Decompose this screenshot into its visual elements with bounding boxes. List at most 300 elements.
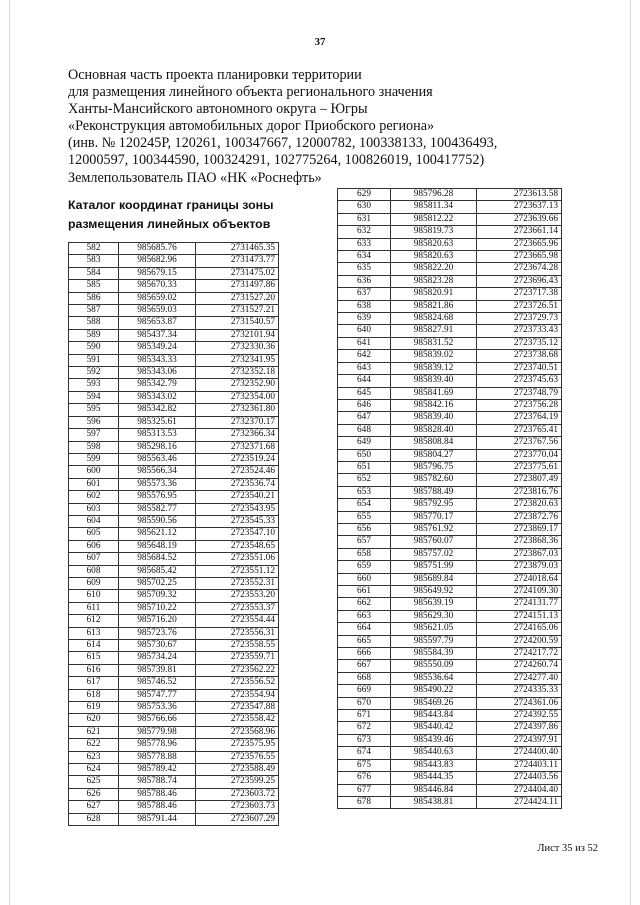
table-row (69, 764, 279, 776)
point-number-cell: 643 (338, 362, 391, 374)
point-number-cell: 678 (338, 796, 391, 808)
x-coordinate-cell: 985313.53 (119, 429, 196, 441)
x-coordinate-cell: 985443.83 (391, 759, 477, 771)
point-number-cell: 595 (69, 404, 119, 416)
point-number-cell: 610 (69, 590, 119, 602)
table-row (338, 772, 562, 784)
point-number-cell: 674 (338, 747, 391, 759)
table-row (69, 466, 279, 478)
y-coordinate-cell: 2723556.52 (196, 677, 279, 689)
y-coordinate-cell: 2724397.91 (477, 734, 562, 746)
y-coordinate-cell: 2723770.04 (477, 449, 562, 461)
table-row (338, 623, 562, 635)
x-coordinate-cell: 985343.02 (119, 391, 196, 403)
point-number-cell: 602 (69, 491, 119, 503)
table-row (69, 243, 279, 255)
point-number-cell: 638 (338, 300, 391, 312)
point-number-cell: 673 (338, 734, 391, 746)
table-row (69, 714, 279, 726)
table-row (69, 379, 279, 391)
x-coordinate-cell: 985820.63 (391, 238, 477, 250)
x-coordinate-cell: 985789.42 (119, 764, 196, 776)
table-row (338, 201, 562, 213)
y-coordinate-cell: 2723548.65 (196, 540, 279, 552)
point-number-cell: 587 (69, 305, 119, 317)
x-coordinate-cell: 985812.22 (391, 213, 477, 225)
coordinates-table-left (68, 242, 279, 826)
table-row (69, 515, 279, 527)
table-row (69, 429, 279, 441)
y-coordinate-cell: 2724260.74 (477, 660, 562, 672)
table-row (338, 499, 562, 511)
x-coordinate-cell: 985597.79 (391, 635, 477, 647)
x-coordinate-cell: 985684.52 (119, 553, 196, 565)
x-coordinate-cell: 985343.33 (119, 354, 196, 366)
y-coordinate-cell: 2723729.73 (477, 313, 562, 325)
x-coordinate-cell: 985536.64 (391, 672, 477, 684)
x-coordinate-cell: 985753.36 (119, 702, 196, 714)
x-coordinate-cell: 985831.52 (391, 337, 477, 349)
point-number-cell: 584 (69, 267, 119, 279)
table-row (338, 784, 562, 796)
y-coordinate-cell: 2723748.79 (477, 387, 562, 399)
table-row (69, 317, 279, 329)
x-coordinate-cell: 985709.32 (119, 590, 196, 602)
x-coordinate-cell: 985469.26 (391, 697, 477, 709)
point-number-cell: 651 (338, 461, 391, 473)
heading-line: «Реконструкция автомобильных дорог Приобского региона» (68, 118, 435, 135)
y-coordinate-cell: 2723765.41 (477, 424, 562, 436)
point-number-cell: 677 (338, 784, 391, 796)
point-number-cell: 601 (69, 478, 119, 490)
point-number-cell: 607 (69, 553, 119, 565)
y-coordinate-cell: 2732354.00 (196, 391, 279, 403)
x-coordinate-cell: 985621.05 (391, 623, 477, 635)
x-coordinate-cell: 985788.46 (119, 801, 196, 813)
point-number-cell: 654 (338, 499, 391, 511)
catalog-title: Каталог координат границы зоны размещения линейных объектов (68, 198, 274, 231)
point-number-cell: 662 (338, 598, 391, 610)
heading-line: Землепользователь ПАО «НК «Роснефть» (68, 169, 322, 186)
point-number-cell: 588 (69, 317, 119, 329)
table-row (338, 387, 562, 399)
table-row (338, 561, 562, 573)
table-row (338, 586, 562, 598)
x-coordinate-cell: 985811.34 (391, 201, 477, 213)
x-coordinate-cell: 985649.92 (391, 586, 477, 598)
x-coordinate-cell: 985839.12 (391, 362, 477, 374)
table-row (69, 354, 279, 366)
table-row (338, 213, 562, 225)
point-number-cell: 645 (338, 387, 391, 399)
y-coordinate-cell: 2723568.96 (196, 726, 279, 738)
x-coordinate-cell: 985730.67 (119, 640, 196, 652)
heading-line: Ханты-Мансийского автономного округа – Югры (68, 101, 368, 118)
x-coordinate-cell: 985446.84 (391, 784, 477, 796)
y-coordinate-cell: 2723603.73 (196, 801, 279, 813)
y-coordinate-cell: 2723599.25 (196, 776, 279, 788)
point-number-cell: 659 (338, 561, 391, 573)
table-row (338, 275, 562, 287)
y-coordinate-cell: 2732366.34 (196, 429, 279, 441)
point-number-cell: 614 (69, 640, 119, 652)
y-coordinate-cell: 2723575.95 (196, 739, 279, 751)
x-coordinate-cell: 985766.66 (119, 714, 196, 726)
point-number-cell: 589 (69, 329, 119, 341)
point-number-cell: 660 (338, 573, 391, 585)
y-coordinate-cell: 2723545.33 (196, 515, 279, 527)
table-row (69, 367, 279, 379)
x-coordinate-cell: 985822.20 (391, 263, 477, 275)
point-number-cell: 630 (338, 201, 391, 213)
point-number-cell: 597 (69, 429, 119, 441)
x-coordinate-cell: 985710.22 (119, 602, 196, 614)
point-number-cell: 642 (338, 350, 391, 362)
point-number-cell: 619 (69, 702, 119, 714)
y-coordinate-cell: 2724361.06 (477, 697, 562, 709)
y-coordinate-cell: 2723867.03 (477, 548, 562, 560)
point-number-cell: 608 (69, 565, 119, 577)
point-number-cell: 583 (69, 255, 119, 267)
y-coordinate-cell: 2732371.68 (196, 441, 279, 453)
y-coordinate-cell: 2723576.55 (196, 751, 279, 763)
point-number-cell: 639 (338, 313, 391, 325)
table-row (69, 702, 279, 714)
x-coordinate-cell: 985819.73 (391, 226, 477, 238)
x-coordinate-cell: 985576.95 (119, 491, 196, 503)
x-coordinate-cell: 985839.40 (391, 375, 477, 387)
y-coordinate-cell: 2723554.44 (196, 615, 279, 627)
y-coordinate-cell: 2724403.11 (477, 759, 562, 771)
x-coordinate-cell: 985582.77 (119, 503, 196, 515)
point-number-cell: 600 (69, 466, 119, 478)
point-number-cell: 606 (69, 540, 119, 552)
point-number-cell: 670 (338, 697, 391, 709)
y-coordinate-cell: 2723552.31 (196, 577, 279, 589)
heading-line: для размещения линейного объекта регионального значения (68, 84, 433, 101)
x-coordinate-cell: 985689.84 (391, 573, 477, 585)
point-number-cell: 636 (338, 275, 391, 287)
x-coordinate-cell: 985590.56 (119, 515, 196, 527)
y-coordinate-cell: 2723553.37 (196, 602, 279, 614)
table-row (338, 598, 562, 610)
y-coordinate-cell: 2724018.64 (477, 573, 562, 585)
x-coordinate-cell: 985490.22 (391, 685, 477, 697)
y-coordinate-cell: 2723735.12 (477, 337, 562, 349)
x-coordinate-cell: 985760.07 (391, 536, 477, 548)
x-coordinate-cell: 985751.99 (391, 561, 477, 573)
table-row (69, 751, 279, 763)
y-coordinate-cell: 2731473.77 (196, 255, 279, 267)
point-number-cell: 666 (338, 648, 391, 660)
table-row (338, 523, 562, 535)
x-coordinate-cell: 985788.46 (119, 788, 196, 800)
y-coordinate-cell: 2724131.77 (477, 598, 562, 610)
y-coordinate-cell: 2723607.29 (196, 813, 279, 825)
y-coordinate-cell: 2723665.96 (477, 238, 562, 250)
x-coordinate-cell: 985757.02 (391, 548, 477, 560)
table-row (69, 813, 279, 825)
point-number-cell: 653 (338, 486, 391, 498)
point-number-cell: 671 (338, 710, 391, 722)
x-coordinate-cell: 985842.16 (391, 399, 477, 411)
table-row (69, 726, 279, 738)
y-coordinate-cell: 2723543.95 (196, 503, 279, 515)
point-number-cell: 658 (338, 548, 391, 560)
x-coordinate-cell: 985820.63 (391, 251, 477, 263)
y-coordinate-cell: 2731527.21 (196, 305, 279, 317)
point-number-cell: 592 (69, 367, 119, 379)
y-coordinate-cell: 2723696.43 (477, 275, 562, 287)
y-coordinate-cell: 2724109.30 (477, 586, 562, 598)
y-coordinate-cell: 2723559.71 (196, 652, 279, 664)
table-row (338, 226, 562, 238)
point-number-cell: 582 (69, 243, 119, 255)
point-number-cell: 648 (338, 424, 391, 436)
point-number-cell: 633 (338, 238, 391, 250)
x-coordinate-cell: 985685.76 (119, 243, 196, 255)
point-number-cell: 652 (338, 474, 391, 486)
y-coordinate-cell: 2732330.36 (196, 342, 279, 354)
point-number-cell: 609 (69, 577, 119, 589)
y-coordinate-cell: 2723879.03 (477, 561, 562, 573)
x-coordinate-cell: 985828.40 (391, 424, 477, 436)
table-row (338, 238, 562, 250)
point-number-cell: 641 (338, 337, 391, 349)
x-coordinate-cell: 985563.46 (119, 453, 196, 465)
x-coordinate-cell: 985343.06 (119, 367, 196, 379)
point-number-cell: 663 (338, 610, 391, 622)
x-coordinate-cell: 985440.42 (391, 722, 477, 734)
x-coordinate-cell: 985824.68 (391, 313, 477, 325)
table-row (69, 255, 279, 267)
x-coordinate-cell: 985808.84 (391, 437, 477, 449)
table-row (69, 776, 279, 788)
table-row (338, 424, 562, 436)
x-coordinate-cell: 985778.88 (119, 751, 196, 763)
x-coordinate-cell: 985648.19 (119, 540, 196, 552)
x-coordinate-cell: 985444.35 (391, 772, 477, 784)
x-coordinate-cell: 985796.75 (391, 461, 477, 473)
table-row (69, 292, 279, 304)
x-coordinate-cell: 985778.96 (119, 739, 196, 751)
y-coordinate-cell: 2723551.12 (196, 565, 279, 577)
y-coordinate-cell: 2731497.86 (196, 280, 279, 292)
table-row (338, 697, 562, 709)
y-coordinate-cell: 2723551.06 (196, 553, 279, 565)
point-number-cell: 605 (69, 528, 119, 540)
x-coordinate-cell: 985653.87 (119, 317, 196, 329)
table-row (69, 540, 279, 552)
table-row (69, 491, 279, 503)
x-coordinate-cell: 985702.25 (119, 577, 196, 589)
table-row (69, 590, 279, 602)
point-number-cell: 640 (338, 325, 391, 337)
table-row (338, 722, 562, 734)
y-coordinate-cell: 2723767.56 (477, 437, 562, 449)
point-number-cell: 634 (338, 251, 391, 263)
table-row (69, 739, 279, 751)
table-row (69, 280, 279, 292)
point-number-cell: 625 (69, 776, 119, 788)
y-coordinate-cell: 2732352.90 (196, 379, 279, 391)
x-coordinate-cell: 985746.52 (119, 677, 196, 689)
document-heading (68, 67, 608, 187)
point-number-cell: 631 (338, 213, 391, 225)
y-coordinate-cell: 2732352.18 (196, 367, 279, 379)
table-row (338, 660, 562, 672)
point-number-cell: 615 (69, 652, 119, 664)
point-number-cell: 586 (69, 292, 119, 304)
x-coordinate-cell: 985804.27 (391, 449, 477, 461)
table-row (338, 263, 562, 275)
x-coordinate-cell: 985621.12 (119, 528, 196, 540)
point-number-cell: 611 (69, 602, 119, 614)
table-row (338, 573, 562, 585)
x-coordinate-cell: 985682.96 (119, 255, 196, 267)
x-coordinate-cell: 985821.86 (391, 300, 477, 312)
table-row (69, 664, 279, 676)
x-coordinate-cell: 985659.02 (119, 292, 196, 304)
x-coordinate-cell: 985439.46 (391, 734, 477, 746)
x-coordinate-cell: 985443.84 (391, 710, 477, 722)
table-row (69, 565, 279, 577)
table-row (338, 536, 562, 548)
table-row (69, 627, 279, 639)
y-coordinate-cell: 2724400.40 (477, 747, 562, 759)
table-row (69, 553, 279, 565)
table-row (69, 640, 279, 652)
y-coordinate-cell: 2723726.51 (477, 300, 562, 312)
x-coordinate-cell: 985792.95 (391, 499, 477, 511)
point-number-cell: 669 (338, 685, 391, 697)
point-number-cell: 593 (69, 379, 119, 391)
point-number-cell: 635 (338, 263, 391, 275)
x-coordinate-cell: 985820.91 (391, 288, 477, 300)
table-row (338, 474, 562, 486)
y-coordinate-cell: 2724335.33 (477, 685, 562, 697)
y-coordinate-cell: 2723562.22 (196, 664, 279, 676)
y-coordinate-cell: 2724392.55 (477, 710, 562, 722)
table-row (69, 391, 279, 403)
x-coordinate-cell: 985827.91 (391, 325, 477, 337)
y-coordinate-cell: 2723740.51 (477, 362, 562, 374)
point-number-cell: 629 (338, 189, 391, 201)
y-coordinate-cell: 2723547.10 (196, 528, 279, 540)
y-coordinate-cell: 2723816.76 (477, 486, 562, 498)
table-row (338, 251, 562, 263)
table-row (338, 300, 562, 312)
point-number-cell: 603 (69, 503, 119, 515)
x-coordinate-cell: 985437.34 (119, 329, 196, 341)
table-row (69, 305, 279, 317)
y-coordinate-cell: 2732101.94 (196, 329, 279, 341)
x-coordinate-cell: 985342.79 (119, 379, 196, 391)
x-coordinate-cell: 985796.28 (391, 189, 477, 201)
y-coordinate-cell: 2724403.56 (477, 772, 562, 784)
table-row (338, 548, 562, 560)
x-coordinate-cell: 985723.76 (119, 627, 196, 639)
x-coordinate-cell: 985566.34 (119, 466, 196, 478)
point-number-cell: 612 (69, 615, 119, 627)
point-number-cell: 657 (338, 536, 391, 548)
y-coordinate-cell: 2723637.13 (477, 201, 562, 213)
table-row (338, 610, 562, 622)
y-coordinate-cell: 2723547.88 (196, 702, 279, 714)
x-coordinate-cell: 985438.81 (391, 796, 477, 808)
y-coordinate-cell: 2724200.59 (477, 635, 562, 647)
y-coordinate-cell: 2724397.86 (477, 722, 562, 734)
table-row (338, 362, 562, 374)
y-coordinate-cell: 2723665.98 (477, 251, 562, 263)
y-coordinate-cell: 2723519.24 (196, 453, 279, 465)
table-row (338, 288, 562, 300)
heading-line: Основная часть проекта планировки территории (68, 67, 362, 83)
point-number-cell: 646 (338, 399, 391, 411)
table-row (338, 747, 562, 759)
table-row (338, 486, 562, 498)
table-row (338, 759, 562, 771)
point-number-cell: 624 (69, 764, 119, 776)
x-coordinate-cell: 985788.49 (391, 486, 477, 498)
y-coordinate-cell: 2723540.21 (196, 491, 279, 503)
table-row (338, 461, 562, 473)
table-row (69, 677, 279, 689)
x-coordinate-cell: 985679.15 (119, 267, 196, 279)
x-coordinate-cell: 985716.20 (119, 615, 196, 627)
x-coordinate-cell: 985788.74 (119, 776, 196, 788)
x-coordinate-cell: 985823.28 (391, 275, 477, 287)
table-row (338, 337, 562, 349)
table-row (69, 788, 279, 800)
y-coordinate-cell: 2732341.95 (196, 354, 279, 366)
point-number-cell: 618 (69, 689, 119, 701)
table-row (338, 412, 562, 424)
x-coordinate-cell: 985747.77 (119, 689, 196, 701)
x-coordinate-cell: 985685.42 (119, 565, 196, 577)
x-coordinate-cell: 985841.69 (391, 387, 477, 399)
heading-line: 12000597, 100344590, 100324291, 102775264, 100826019, 100417752) (68, 152, 485, 169)
table-row (69, 602, 279, 614)
coordinates-table-right (337, 188, 562, 809)
y-coordinate-cell: 2723764.19 (477, 412, 562, 424)
y-coordinate-cell: 2723869.17 (477, 523, 562, 535)
point-number-cell: 622 (69, 739, 119, 751)
point-number-cell: 599 (69, 453, 119, 465)
x-coordinate-cell: 985770.17 (391, 511, 477, 523)
point-number-cell: 650 (338, 449, 391, 461)
x-coordinate-cell: 985440.63 (391, 747, 477, 759)
y-coordinate-cell: 2732370.17 (196, 416, 279, 428)
table-row (338, 449, 562, 461)
y-coordinate-cell: 2723738.68 (477, 350, 562, 362)
x-coordinate-cell: 985791.44 (119, 813, 196, 825)
table-row (338, 648, 562, 660)
point-number-cell: 594 (69, 391, 119, 403)
point-number-cell: 644 (338, 375, 391, 387)
y-coordinate-cell: 2724165.06 (477, 623, 562, 635)
x-coordinate-cell: 985839.02 (391, 350, 477, 362)
table-row (338, 437, 562, 449)
table-row (338, 511, 562, 523)
point-number-cell: 649 (338, 437, 391, 449)
y-coordinate-cell: 2731540.57 (196, 317, 279, 329)
point-number-cell: 590 (69, 342, 119, 354)
y-coordinate-cell: 2723556.31 (196, 627, 279, 639)
y-coordinate-cell: 2724151.13 (477, 610, 562, 622)
table-row (69, 652, 279, 664)
table-row (338, 672, 562, 684)
